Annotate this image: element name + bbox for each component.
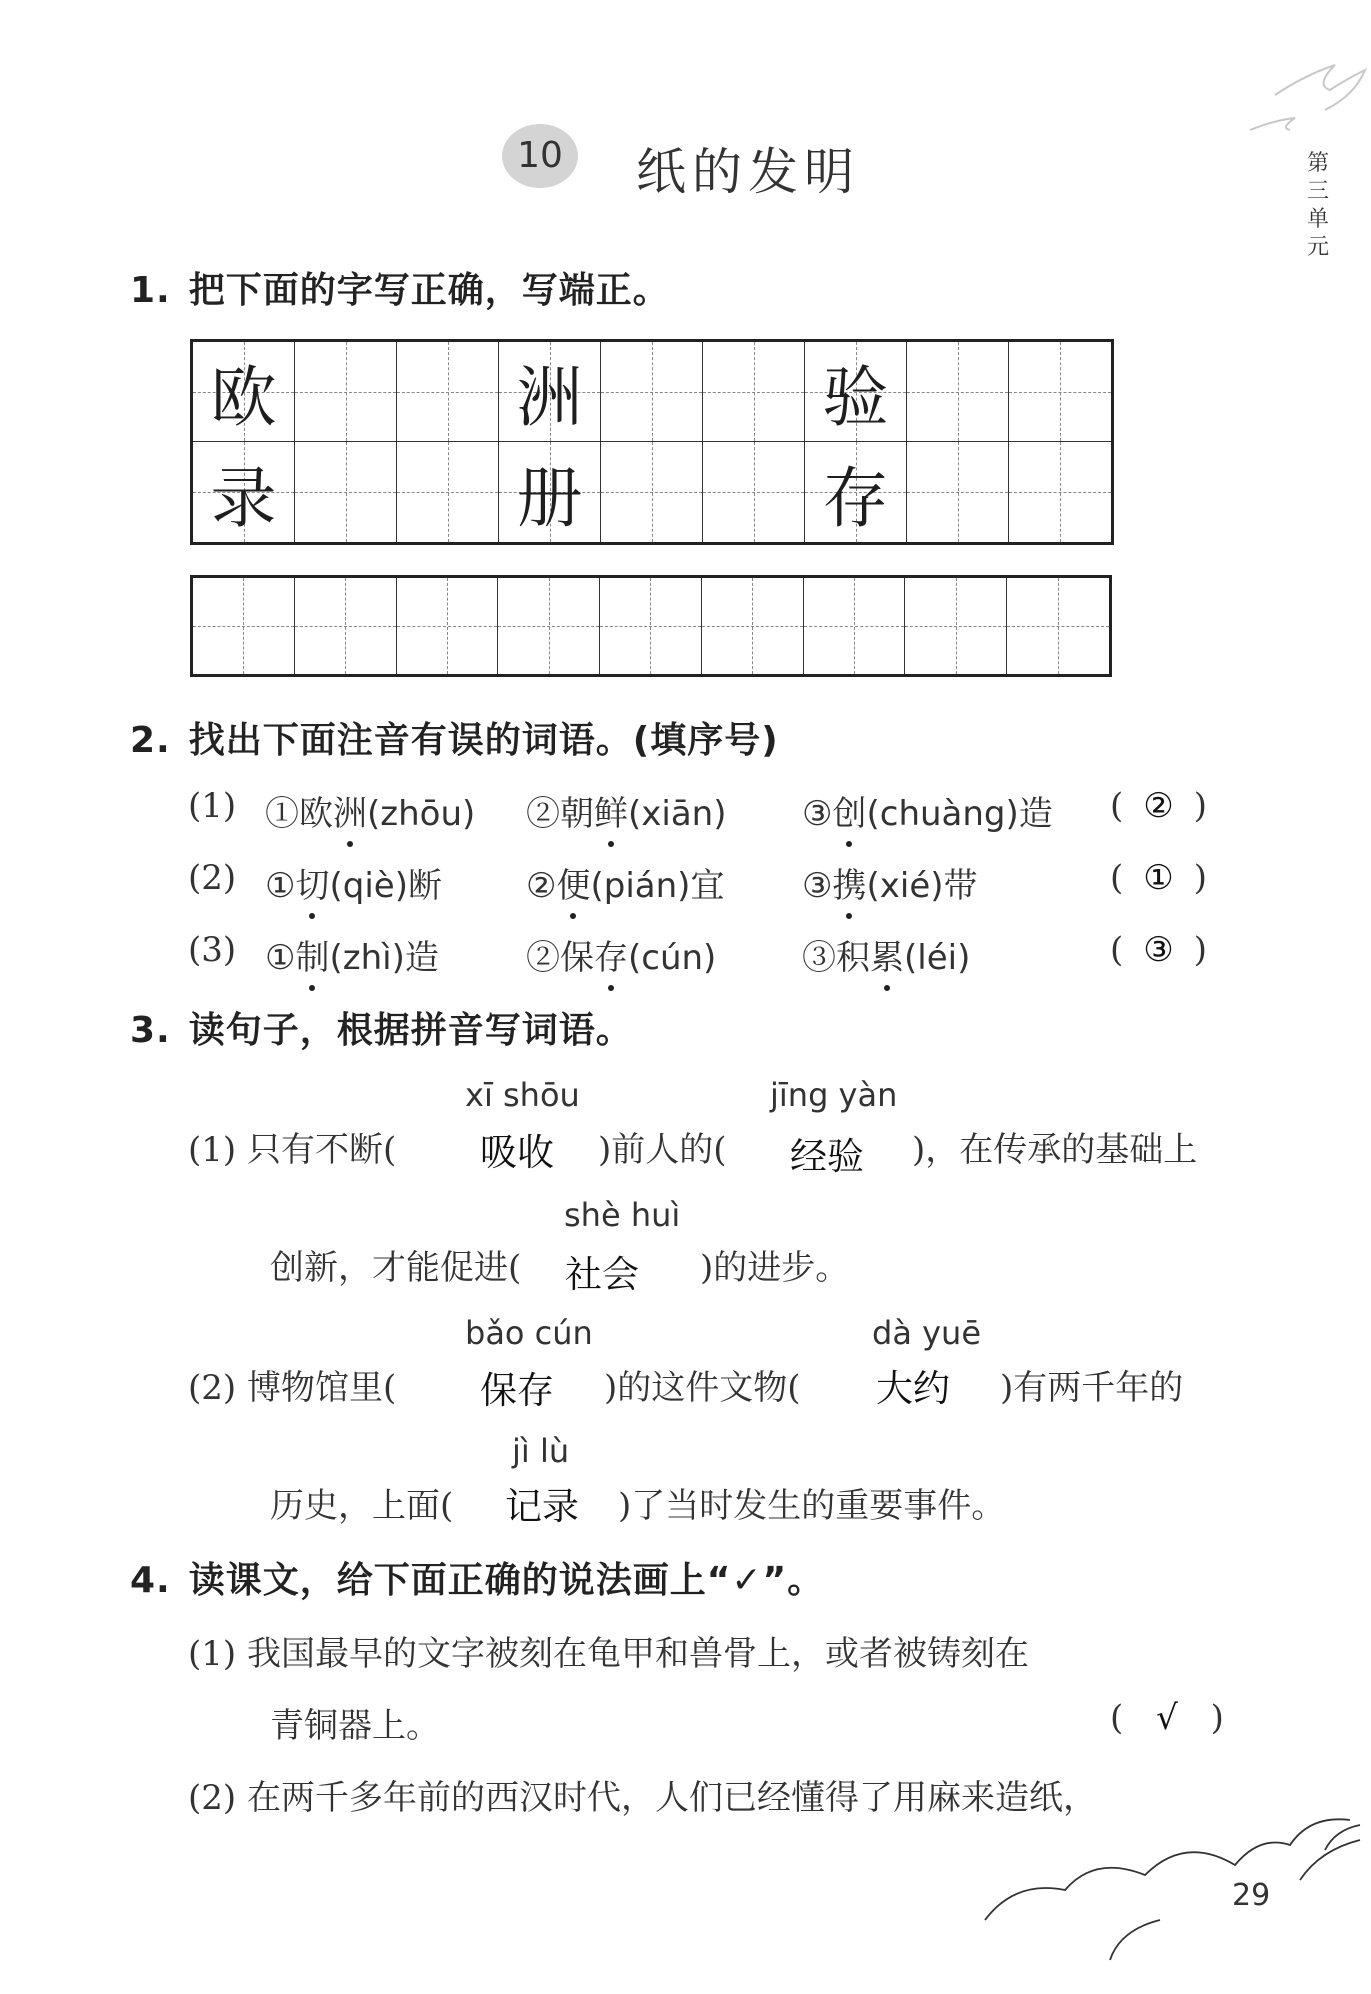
cloud-lines-icon (985, 1819, 1360, 1960)
dotted-character: 累 (870, 930, 904, 979)
blank-grid-cell[interactable] (1007, 578, 1109, 674)
option-mark: ① (265, 938, 296, 978)
q2-title-text: 找出下面注音有误的词语。(填序号) (188, 720, 779, 761)
dotted-character: 切 (295, 858, 329, 907)
q1-title-text: 把下面的字写正确，写端正。 (188, 270, 670, 311)
unit-label: 第三单元 (1306, 151, 1329, 260)
writing-grid-cell[interactable] (499, 442, 601, 542)
option-mark: ① (265, 866, 296, 906)
q3-s2-line1 (188, 1360, 396, 1409)
blank-grid-cell[interactable] (193, 578, 295, 674)
option-pinyin: (cún) (628, 938, 717, 978)
model-character (397, 342, 498, 441)
answer-baocun[interactable]: 保存 (480, 1369, 554, 1412)
blank-grid-cell[interactable] (702, 578, 804, 674)
q3-s1-text5: )的进步。 (700, 1248, 850, 1288)
writing-grid-cell[interactable] (193, 342, 295, 442)
blank-grid-cell[interactable] (295, 578, 397, 674)
option-pre: 欧 (299, 794, 333, 834)
q3-title-text: 读句子，根据拼音写词语。 (188, 1010, 633, 1051)
writing-grid-cell[interactable] (703, 442, 805, 542)
writing-grid-cell[interactable] (601, 442, 703, 542)
model-character (907, 342, 1008, 441)
q4-title (130, 1552, 824, 1603)
q4-s1-text1: 我国最早的文字被刻在龟甲和兽骨上，或者被铸刻在 (246, 1634, 1029, 1674)
q4-s2-text1: 在两千多年前的西汉时代，人们已经懂得了用麻来造纸， (246, 1778, 1097, 1818)
practice-grid-characters (190, 339, 1114, 545)
pinyin-xishou: xī shōu (465, 1076, 580, 1114)
answer-shehui[interactable]: 社会 (565, 1253, 639, 1296)
option-pinyin: (zhì) (329, 938, 405, 978)
writing-grid-cell[interactable] (397, 442, 499, 542)
model-character (397, 442, 498, 542)
check-mark-answer: √ (1156, 1698, 1178, 1738)
q3-s1-text2: )前人的( (598, 1130, 727, 1170)
q4-s2-no: (2) (188, 1778, 237, 1818)
q3-s2-text5: )了当时发生的重要事件。 (618, 1486, 1006, 1526)
q2-item-number: (3) (188, 930, 237, 970)
option-pre: 积 (836, 938, 870, 978)
blank-grid-cell[interactable] (905, 578, 1007, 674)
option-post: 宜 (690, 866, 725, 906)
option-pre: 保 (560, 938, 594, 978)
q4-s1-text2: 青铜器上。 (270, 1706, 440, 1746)
lesson-number-badge: 10 (502, 124, 578, 188)
q2-number: 2. (130, 720, 171, 761)
model-character: 册 (516, 459, 583, 537)
q3-s1-text3: )，在传承的基础上 (912, 1130, 1198, 1170)
option-post: 带 (943, 866, 978, 906)
q2-option-3[interactable] (802, 858, 978, 907)
q3-s1-text4: 创新，才能促进( (270, 1248, 522, 1288)
option-mark: ① (265, 794, 299, 834)
blank-grid-cell[interactable] (600, 578, 702, 674)
option-post: 造 (1018, 794, 1053, 834)
q2-answer-box[interactable]: ( ① ) (1110, 858, 1208, 898)
option-mark: ③ (802, 794, 833, 834)
q3-s2-no: (2) (188, 1368, 237, 1408)
model-character (601, 442, 702, 542)
q2-option-3[interactable] (802, 786, 1053, 835)
answer-xishou[interactable]: 吸收 (480, 1131, 554, 1174)
option-mark: ③ (802, 938, 836, 978)
option-post: 造 (404, 938, 439, 978)
dotted-character: 便 (556, 858, 590, 907)
q2-option-3[interactable] (802, 930, 970, 979)
bird-icon (1250, 65, 1365, 130)
pinyin-shehui: shè huì (564, 1196, 681, 1234)
pinyin-jingyan: jīng yàn (770, 1076, 898, 1114)
q3-s1-no: (1) (188, 1130, 237, 1170)
option-mark: ② (526, 794, 560, 834)
q4-number: 4. (130, 1560, 171, 1601)
blank-grid-cell[interactable] (498, 578, 600, 674)
writing-grid-cell[interactable] (907, 442, 1009, 542)
writing-grid-cell[interactable] (805, 442, 907, 542)
pinyin-baocun: bǎo cún (465, 1314, 593, 1352)
model-character: 验 (822, 359, 889, 436)
q2-answer-box[interactable]: ( ③ ) (1110, 930, 1208, 970)
writing-grid-cell[interactable] (907, 342, 1009, 442)
q4-s1-answer-box[interactable]: ( √ ) (1110, 1698, 1224, 1738)
blank-grid-cell[interactable] (804, 578, 906, 674)
answer-jilu[interactable]: 记录 (505, 1485, 579, 1528)
q1-number: 1. (130, 270, 171, 311)
option-pinyin: (pián) (590, 866, 691, 906)
q2-item-number: (2) (188, 858, 237, 898)
pinyin-dayue: dà yuē (872, 1314, 981, 1352)
q2-option-1[interactable] (265, 786, 475, 835)
q2-option-2[interactable] (526, 858, 724, 907)
option-post: 断 (407, 866, 442, 906)
writing-grid-cell[interactable] (499, 342, 601, 442)
q4-s1-no: (1) (188, 1634, 237, 1674)
dotted-character: 洲 (333, 786, 367, 835)
page-number: 29 (1232, 1878, 1271, 1913)
dotted-character: 存 (594, 930, 628, 979)
q3-title (130, 1002, 633, 1053)
q2-option-1[interactable] (265, 930, 439, 979)
option-pinyin: (chuàng) (866, 794, 1019, 834)
q3-s1-line1 (188, 1122, 396, 1171)
q4-title-text: 读课文，给下面正确的说法画上“✓”。 (188, 1560, 825, 1601)
model-character (295, 342, 396, 441)
option-pinyin: (léi) (904, 938, 971, 978)
option-pinyin: (zhōu) (367, 794, 476, 834)
q2-option-1[interactable] (265, 858, 442, 907)
model-character: 欧 (210, 359, 277, 436)
q2-answer: ③ (1143, 930, 1174, 970)
model-character (601, 342, 702, 441)
q3-number: 3. (130, 1010, 171, 1051)
model-character (703, 442, 804, 542)
writing-grid-cell[interactable] (1009, 342, 1111, 442)
model-character (907, 442, 1008, 542)
option-pinyin: (xié) (866, 866, 944, 906)
answer-jingyan[interactable]: 经验 (790, 1135, 864, 1178)
option-mark: ② (526, 866, 557, 906)
option-pinyin: (xiān) (628, 794, 727, 834)
q2-item-number: (1) (188, 786, 237, 826)
writing-grid-cell[interactable] (1009, 442, 1111, 542)
q3-s2-text3: )有两千年的 (1000, 1368, 1184, 1408)
model-character (1009, 442, 1111, 542)
option-pre: 朝 (560, 794, 594, 834)
writing-grid-cell[interactable] (295, 442, 397, 542)
q2-answer: ② (1143, 786, 1174, 826)
q3-s2-text1: 博物馆里( (246, 1368, 397, 1408)
writing-grid-cell[interactable] (703, 342, 805, 442)
writing-grid-cell[interactable] (601, 342, 703, 442)
q3-s2-text2: )的这件文物( (604, 1368, 801, 1408)
dotted-character: 制 (295, 930, 329, 979)
q3-s2-text4: 历史，上面( (270, 1486, 454, 1526)
writing-grid-cell[interactable] (805, 342, 907, 442)
dotted-character: 创 (832, 786, 866, 835)
model-character: 录 (210, 459, 277, 537)
q4-s2-line1 (188, 1770, 1097, 1819)
blank-grid-cell[interactable] (397, 578, 499, 674)
option-mark: ② (526, 938, 560, 978)
writing-grid-cell[interactable] (193, 442, 295, 542)
model-character: 洲 (516, 359, 583, 436)
q2-title (130, 712, 779, 763)
lesson-title: 纸的发明 (636, 143, 860, 201)
q2-answer: ① (1143, 858, 1174, 898)
dotted-character: 携 (832, 858, 866, 907)
writing-grid-cell[interactable] (295, 342, 397, 442)
dotted-character: 鲜 (594, 786, 628, 835)
answer-dayue[interactable]: 大约 (876, 1367, 950, 1410)
q1-title (130, 262, 670, 313)
model-character (295, 442, 396, 542)
q2-option-2[interactable] (526, 930, 716, 979)
q2-answer-box[interactable]: ( ② ) (1110, 786, 1208, 826)
q4-s1-line1 (188, 1626, 1029, 1675)
model-character (703, 342, 804, 441)
writing-grid-cell[interactable] (397, 342, 499, 442)
q2-option-2[interactable] (526, 786, 726, 835)
q3-s1-text1: 只有不断( (246, 1130, 397, 1170)
model-character (1009, 342, 1111, 441)
model-character: 存 (822, 459, 889, 537)
pinyin-jilu: jì lù (512, 1432, 570, 1470)
option-mark: ③ (802, 866, 833, 906)
practice-grid-blank[interactable] (190, 575, 1112, 677)
option-pinyin: (qiè) (329, 866, 408, 906)
